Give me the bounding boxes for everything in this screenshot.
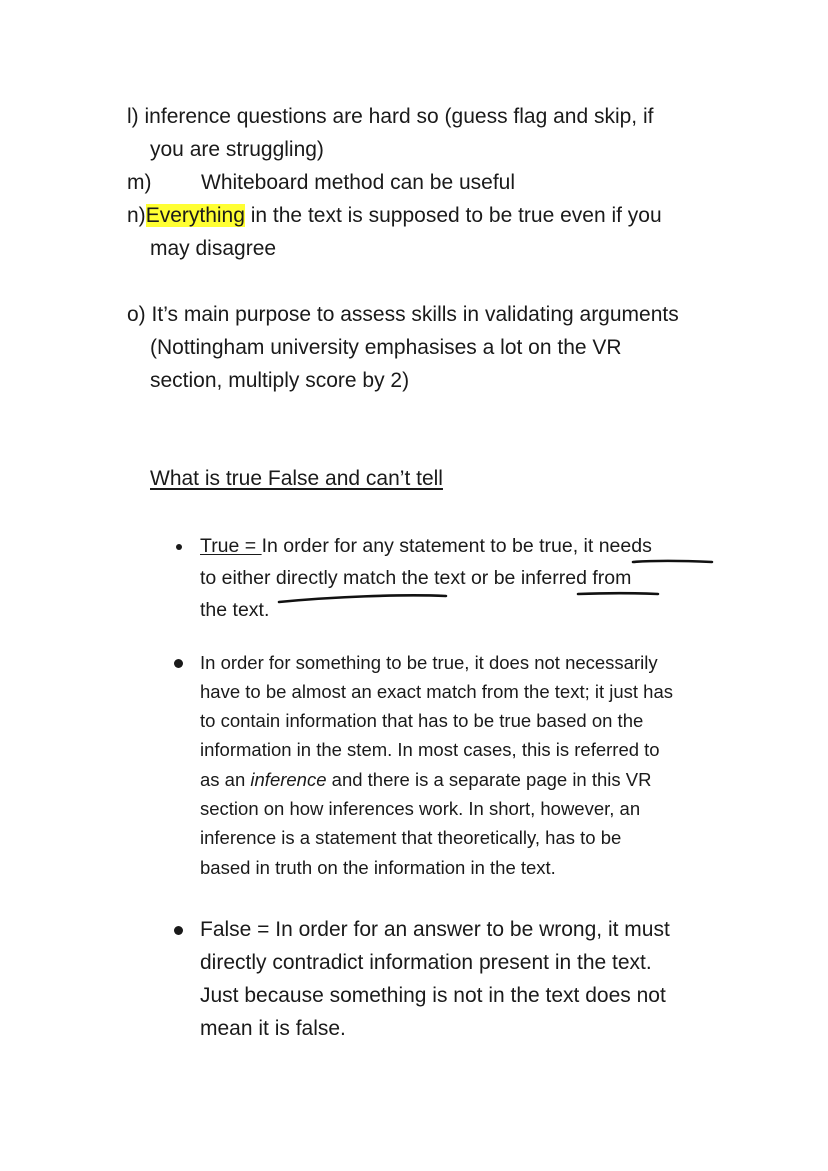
bullet-text: as an: [200, 769, 251, 790]
bullet-false-line: False = In order for an answer to be wrong, it must: [200, 918, 670, 941]
highlighted-word: Everything: [145, 204, 245, 227]
italic-term: inference: [250, 769, 327, 790]
bullet-false-line: directly contradict information present in the text.: [200, 951, 652, 974]
bullet-true-line: [200, 530, 652, 562]
true-label: True =: [200, 535, 262, 557]
bullet-text: In order for any statement to be true, it needs: [261, 535, 652, 557]
bullet-dot-icon: [174, 926, 183, 935]
bullet-dot-icon: [174, 659, 183, 668]
section-heading: What is true False and can’t tell: [150, 467, 443, 490]
list-item-text: It’s main purpose to assess skills in validating arguments: [151, 303, 679, 326]
bullet-inference-line: based in truth on the information in the text.: [200, 857, 556, 878]
list-marker: m): [127, 171, 152, 194]
bullet-true-line: to either directly match the text or be inferred from: [200, 567, 632, 589]
bullet-inference-line: inference is a statement that theoretically, has to be: [200, 827, 622, 848]
bullet-dot-icon: [176, 544, 182, 550]
list-item-o: [127, 298, 737, 331]
bullet-text: and there is a separate page in this VR: [326, 769, 652, 790]
list-item-continuation: may disagree: [150, 237, 277, 260]
list-marker: o): [127, 303, 146, 326]
bullet-false-line: mean it is false.: [200, 1017, 346, 1040]
list-item-n: [127, 199, 737, 232]
bullet-true-line: the text.: [200, 599, 270, 621]
bullet-inference-line: section on how inferences work. In short, however, an: [200, 798, 641, 819]
list-item-l: [127, 100, 737, 133]
bullet-inference-line: information in the stem. In most cases, this is referred to: [200, 739, 660, 760]
list-item-continuation: you are struggling): [150, 138, 324, 161]
list-item-continuation: (Nottingham university emphasises a lot on the VR: [150, 336, 622, 359]
ink-underline: [279, 595, 446, 602]
bullet-inference-line: [200, 765, 652, 794]
list-item-text: inference questions are hard so (guess flag and skip, if: [144, 105, 654, 128]
list-marker: n): [127, 204, 146, 227]
list-item-m: [127, 166, 737, 199]
bullet-inference-line: to contain information that has to be true based on the: [200, 710, 644, 731]
list-marker: l): [127, 105, 139, 128]
list-item-continuation: section, multiply score by 2): [150, 369, 410, 392]
bullet-false-line: Just because something is not in the text does not: [200, 984, 666, 1007]
list-item-text: in the text is supposed to be true even if you: [244, 204, 662, 227]
bullet-inference-line: have to be almost an exact match from the text; it just has: [200, 681, 674, 702]
list-item-text: Whiteboard method can be useful: [201, 171, 516, 194]
bullet-inference-line: In order for something to be true, it does not necessarily: [200, 652, 658, 673]
